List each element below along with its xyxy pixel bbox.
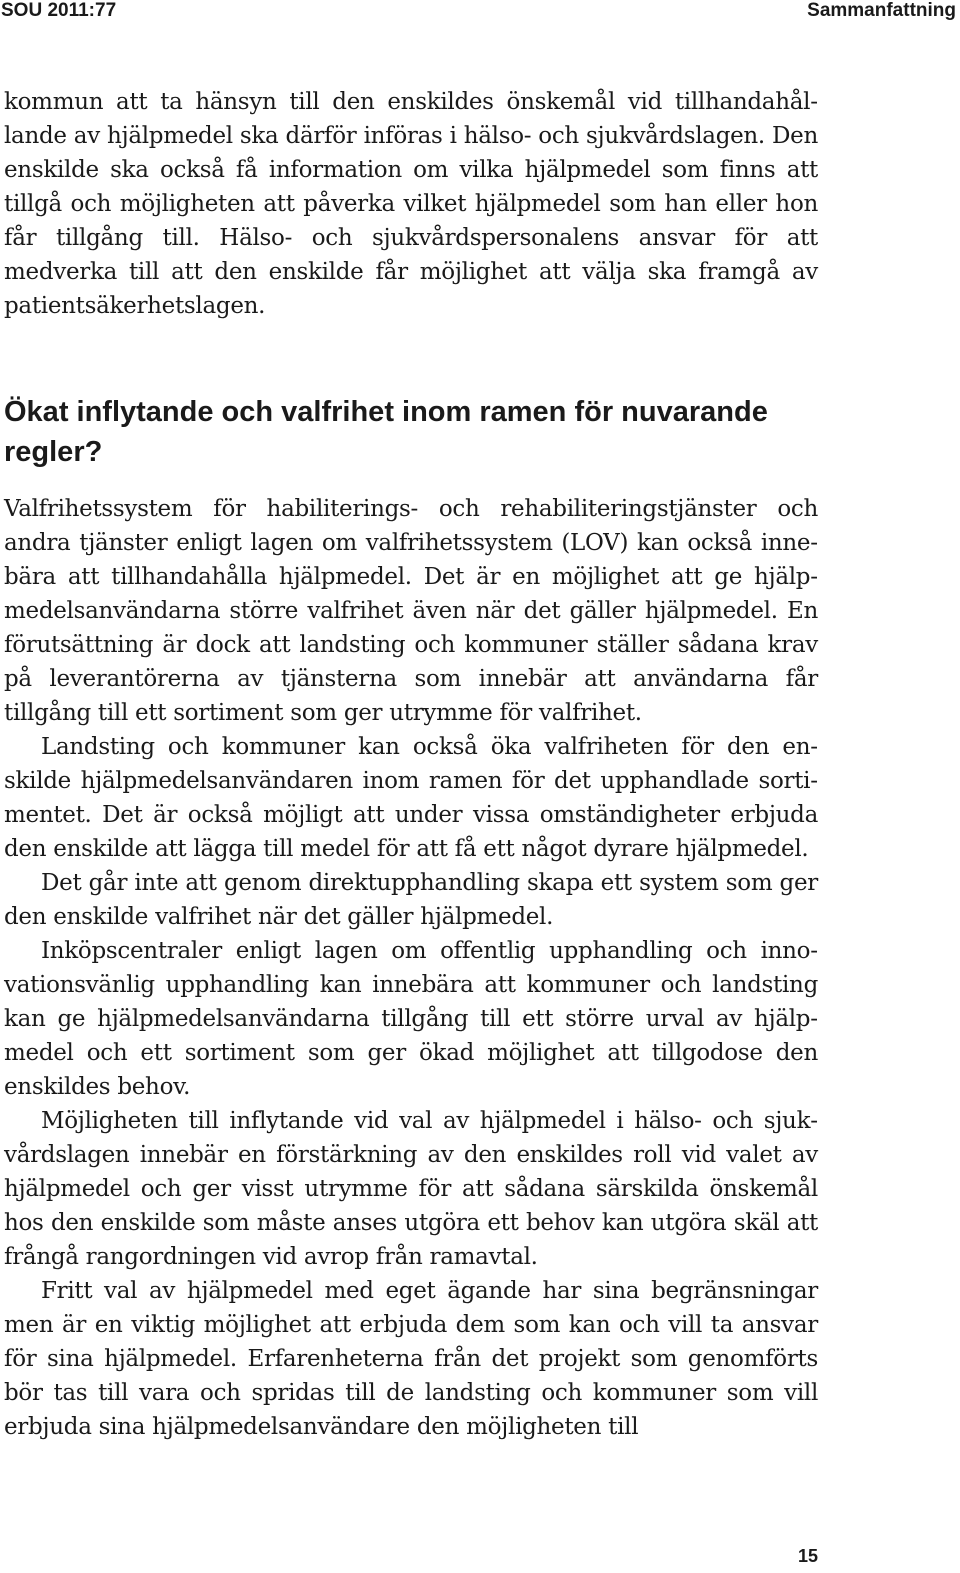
running-header <box>0 0 960 26</box>
paragraph: Möjligheten till inflytande vid val av hjälpmedel i hälso- och sjukvårdslagen innebär en förstärkning av den enskildes roll vid valet av hjälpmedel och ger visst utrymme för att sådana särskilda önskemål hos den enskilde som måste anses utgöra ett behov kan utgöra skäl att frångå rangordningen vid avrop från ramavtal. <box>4 1108 818 1270</box>
continued-text-block <box>4 85 818 323</box>
paragraph: kommun att ta hänsyn till den enskildes önskemål vid tillhandahållande av hjälpmedel ska därför införas i hälso- och sjukvårdslagen. Den enskilde ska också få information om vilka hjälpmedel som finns att tillgå och möjligheten att påverka vilket hjälpmedel som han eller hon får tillgång till. Hälso- och sjukvårdspersonalens ansvar för att medverka till att den enskilde får möjlighet att välja ska framgå av patientsäkerhetslagen. <box>4 89 818 319</box>
section-heading: Ökat inflytande och valfrihet inom ramen för nuvarande regler? <box>4 396 768 468</box>
chapter-title: Sammanfattning <box>807 0 956 21</box>
paragraph: Landsting och kommuner kan också öka valfriheten för den enskilde hjälpmedelsanvändaren inom ramen för det upphandlade sortimentet. Det är också möjligt att under vissa omständigheter erbjuda den enskilde att lägga till medel för att få ett något dyrare hjälpmedel. <box>4 734 818 862</box>
paragraph: Fritt val av hjälpmedel med eget ägande har sina begränsningar men är en viktig möjlighet att erbjuda dem som kan och vill ta ansvar för sina hjälpmedel. Erfarenheterna från det projekt som genomförts bör tas till vara och spridas till de landsting och kommuner som vill erbjuda sina hjälpmedelsanvändare den möjligheten till <box>4 1278 818 1440</box>
document-reference: SOU 2011:77 <box>1 0 117 21</box>
paragraph: Det går inte att genom direktupphandling skapa ett system som ger den enskilde valfrihet när det gäller hjälpmedel. <box>4 870 818 930</box>
paragraph: Inköpscentraler enligt lagen om offentlig upphandling och innovationsvänlig upphandling kan innebära att kommuner och landsting kan ge hjälpmedelsanvändarna tillgång till ett större urval av hjälpmedel och ett sortiment som ger ökad möjlighet att tillgodose den enskildes behov. <box>4 938 818 1100</box>
paragraph: Valfrihetssystem för habiliterings- och rehabiliteringstjänster och andra tjänster enligt lagen om valfrihetssystem (LOV) kan också innebära att tillhandahålla hjälpmedel. Det är en möjlighet att ge hjälpmedelsanvändarna större valfrihet även när det gäller hjälpmedel. En förutsättning är dock att landsting och kommuner ställer sådana krav på leverantörerna av tjänsterna som innebär att användarna får tillgång till ett sortiment som ger utrymme för valfrihet. <box>4 496 818 726</box>
section-body <box>4 492 818 1444</box>
page-number: 15 <box>797 1546 818 1566</box>
